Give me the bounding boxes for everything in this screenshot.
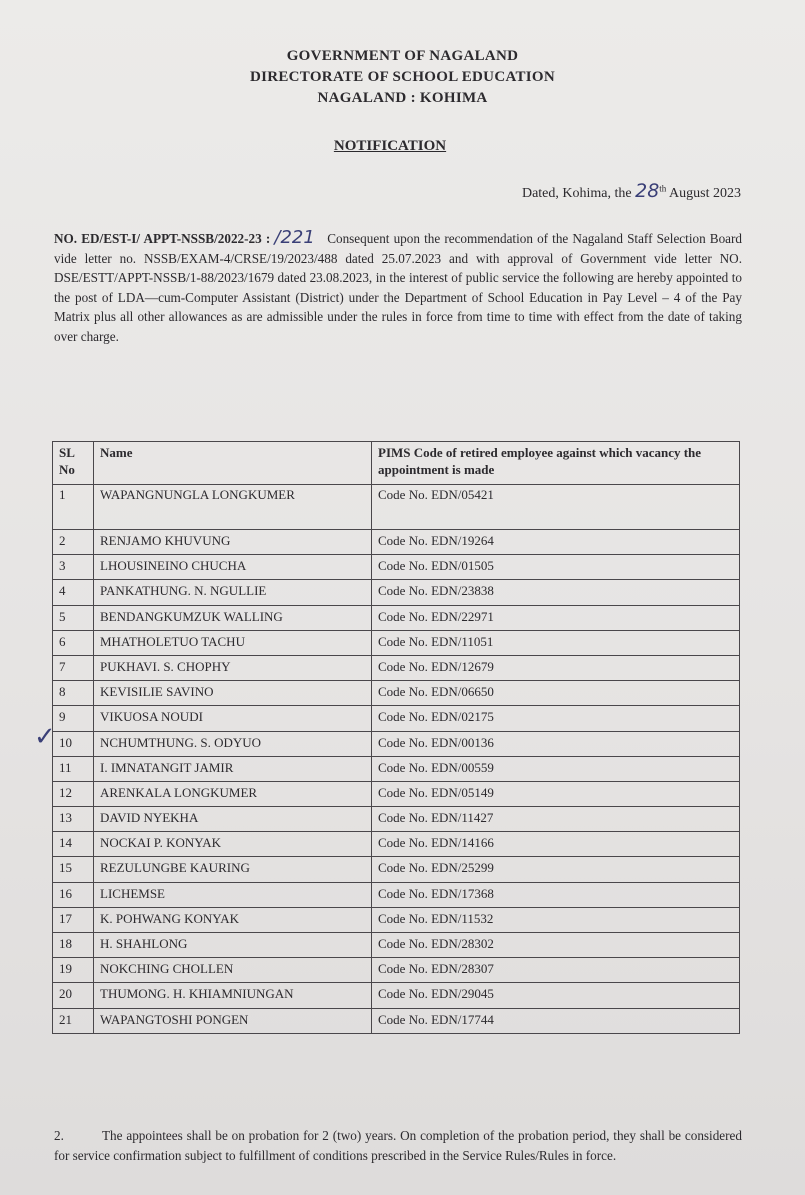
cell-name: I. IMNATANGIT JAMIR [94,756,372,781]
date-day-handwritten: 28 [635,180,660,202]
cell-sl-no: 5 [53,605,94,630]
appointees-table [52,441,740,1034]
cell-pims-code: Code No. EDN/11051 [372,630,740,655]
cell-pims-code: Code No. EDN/11532 [372,907,740,932]
cell-name: WAPANGNUNGLA LONGKUMER [94,485,372,530]
cell-sl-no: 15 [53,857,94,882]
cell-pims-code: Code No. EDN/02175 [372,706,740,731]
header-directorate: DIRECTORATE OF SCHOOL EDUCATION [249,69,556,85]
cell-name: LICHEMSE [94,882,372,907]
cell-sl-no: 9 [53,706,94,731]
cell-pims-code: Code No. EDN/17744 [372,1008,740,1033]
table-row [53,580,740,605]
cell-name: PUKHAVI. S. CHOPHY [94,655,372,680]
cell-name: ARENKALA LONGKUMER [94,781,372,806]
paragraph-2-text: The appointees shall be on probation for 2 (two) years. On completion of the probation period, they shall be considered for service confirmation subject to fulfillment of conditions prescribed in the Service Rules/Rules in force. [54,1128,742,1163]
table-row [53,655,740,680]
header-sl-no: SL No [53,442,94,485]
cell-name: THUMONG. H. KHIAMNIUNGAN [94,983,372,1008]
table-row [53,807,740,832]
body-paragraph: Consequent upon the recommendation of the Nagaland Staff Selection Board vide letter no. NSSB/EXAM-4/CRSE/19/2023/488 dated 25.07.2023 and with approval of Government vide letter NO. DSE/ESTT/APPT-NSSB/1-88/2023/1679 dated 23.08.2023, in the interest of public service the following are hereby appointed to the post of LDA—cum-Computer Assistant (District) under the Department of School Education in Pay Level – 4 of the Pay Matrix plus all other allowances as are admissible under the rules in force from time to time with effect from the date of taking over charge. [54,231,743,344]
table-row [53,681,740,706]
cell-sl-no: 20 [53,983,94,1008]
table-row [53,882,740,907]
cell-name: RENJAMO KHUVUNG [94,530,372,555]
cell-pims-code: Code No. EDN/14166 [372,832,740,857]
cell-pims-code: Code No. EDN/00559 [372,756,740,781]
cell-pims-code: Code No. EDN/05149 [372,781,740,806]
date-prefix: Dated, Kohima, the [521,186,632,201]
cell-sl-no: 10 [53,731,94,756]
cell-sl-no: 6 [53,630,94,655]
reference-number: NO. ED/EST-I/ APPT-NSSB/2022-23 : [54,231,271,246]
date-month-year: August 2023 [669,186,741,201]
cell-name: NOCKAI P. KONYAK [94,832,372,857]
table-row [53,485,740,530]
table-row [53,832,740,857]
cell-pims-code: Code No. EDN/11427 [372,807,740,832]
cell-pims-code: Code No. EDN/05421 [372,485,740,530]
cell-sl-no: 3 [53,555,94,580]
date-day-suffix: th [659,183,667,194]
cell-sl-no: 14 [53,832,94,857]
paragraph-2 [54,1126,742,1165]
cell-sl-no: 7 [53,655,94,680]
reference-handwritten-number: /221 [274,227,315,248]
table-row [53,983,740,1008]
cell-name: MHATHOLETUO TACHU [94,630,372,655]
cell-pims-code: Code No. EDN/28307 [372,958,740,983]
paragraph-2-number: 2. [54,1128,64,1143]
header-name: Name [94,442,372,485]
cell-sl-no: 12 [53,781,94,806]
table-row [53,731,740,756]
table-row [53,1008,740,1033]
cell-pims-code: Code No. EDN/01505 [372,555,740,580]
cell-pims-code: Code No. EDN/28302 [372,933,740,958]
cell-sl-no: 1 [53,485,94,530]
cell-sl-no: 18 [53,933,94,958]
header-pims-code: PIMS Code of retired employee against which vacancy the appointment is made [372,442,740,485]
table-row [53,605,740,630]
cell-pims-code: Code No. EDN/12679 [372,655,740,680]
cell-sl-no: 11 [53,756,94,781]
table-row [53,907,740,932]
cell-pims-code: Code No. EDN/17368 [372,882,740,907]
cell-sl-no: 4 [53,580,94,605]
cell-name: K. POHWANG KONYAK [94,907,372,932]
cell-pims-code: Code No. EDN/23838 [372,580,740,605]
cell-sl-no: 2 [53,530,94,555]
notification-title: NOTIFICATION [333,138,447,154]
cell-pims-code: Code No. EDN/00136 [372,731,740,756]
cell-name: DAVID NYEKHA [94,807,372,832]
cell-name: BENDANGKUMZUK WALLING [94,605,372,630]
cell-name: NCHUMTHUNG. S. ODYUO [94,731,372,756]
cell-name: REZULUNGBE KAURING [94,857,372,882]
cell-name: WAPANGTOSHI PONGEN [94,1008,372,1033]
cell-name: H. SHAHLONG [94,933,372,958]
table-header-row [53,442,740,485]
table-row [53,706,740,731]
notification-body [54,228,742,346]
cell-name: NOKCHING CHOLLEN [94,958,372,983]
cell-pims-code: Code No. EDN/25299 [372,857,740,882]
header-location: NAGALAND : KOHIMA [317,90,488,106]
cell-sl-no: 17 [53,907,94,932]
table-row [53,555,740,580]
header-government: GOVERNMENT OF NAGALAND [286,48,519,64]
cell-name: VIKUOSA NOUDI [94,706,372,731]
cell-pims-code: Code No. EDN/22971 [372,605,740,630]
cell-sl-no: 8 [53,681,94,706]
cell-sl-no: 21 [53,1008,94,1033]
checkmark-annotation: ✓ [34,722,56,752]
table-row [53,781,740,806]
table-row [53,857,740,882]
cell-name: PANKATHUNG. N. NGULLIE [94,580,372,605]
cell-pims-code: Code No. EDN/19264 [372,530,740,555]
table-row [53,958,740,983]
table-row [53,630,740,655]
table-row [53,530,740,555]
letterhead [0,46,805,109]
cell-pims-code: Code No. EDN/06650 [372,681,740,706]
table-row [53,933,740,958]
cell-sl-no: 19 [53,958,94,983]
cell-name: LHOUSINEINO CHUCHA [94,555,372,580]
cell-sl-no: 13 [53,807,94,832]
date-line [522,180,741,202]
table-row [53,756,740,781]
cell-pims-code: Code No. EDN/29045 [372,983,740,1008]
cell-sl-no: 16 [53,882,94,907]
cell-name: KEVISILIE SAVINO [94,681,372,706]
